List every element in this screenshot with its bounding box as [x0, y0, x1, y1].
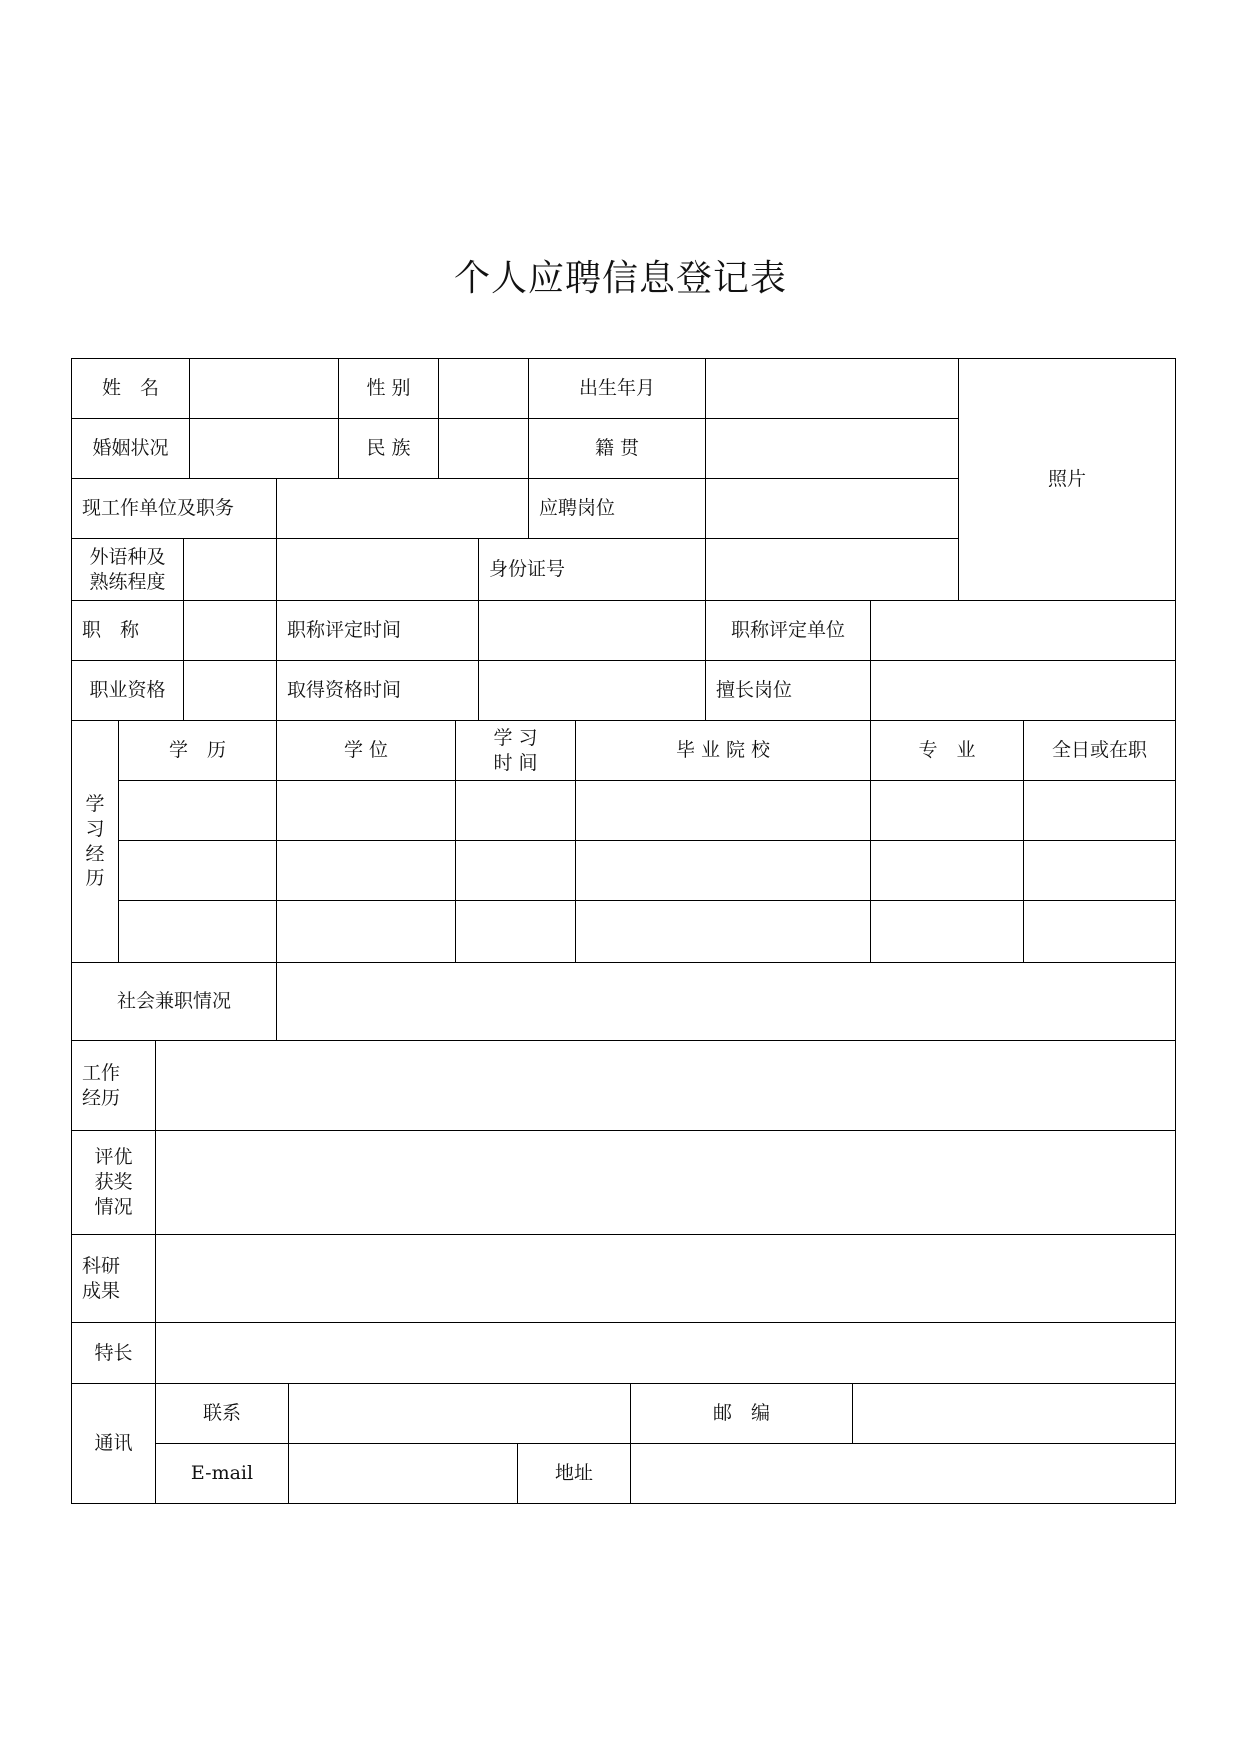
- name-label: 姓 名: [71, 358, 190, 419]
- work-history-label-line-2: 经历: [82, 1086, 121, 1109]
- specialty-post-label: 擅长岗位: [705, 660, 871, 721]
- research-field[interactable]: [155, 1234, 1176, 1323]
- study-history-char-1: 学: [85, 793, 105, 816]
- edu-row-2-degree[interactable]: [276, 840, 456, 901]
- edu-row-1-time[interactable]: [455, 780, 576, 841]
- native-place-label: 籍 贯: [528, 418, 706, 479]
- marital-field[interactable]: [189, 418, 339, 479]
- study-history-char-2: 习: [85, 817, 105, 840]
- page-title: 个人应聘信息登记表: [453, 258, 787, 299]
- edu-row-2-fulltime[interactable]: [1023, 840, 1176, 901]
- foreign-level-field[interactable]: [276, 538, 479, 601]
- contact-label: 通讯: [71, 1383, 156, 1504]
- edu-row-3-degree[interactable]: [276, 900, 456, 963]
- edu-row-2-major[interactable]: [870, 840, 1024, 901]
- awards-field[interactable]: [155, 1130, 1176, 1235]
- title-eval-time-field[interactable]: [478, 600, 706, 661]
- edu-row-3-education[interactable]: [118, 900, 277, 963]
- native-place-field[interactable]: [705, 418, 959, 479]
- awards-label-line-3: 情况: [94, 1195, 133, 1218]
- title-eval-time-label: 职称评定时间: [276, 600, 479, 661]
- id-number-field[interactable]: [705, 538, 959, 601]
- title-rank-label: 职 称: [71, 600, 184, 661]
- qualification-label: 职业资格: [71, 660, 184, 721]
- title-rank-field[interactable]: [183, 600, 277, 661]
- study-history-label: [71, 720, 119, 963]
- applied-position-field[interactable]: [705, 478, 959, 539]
- edu-row-3-school[interactable]: [575, 900, 871, 963]
- awards-label-line-2: 获奖: [94, 1171, 133, 1194]
- id-number-label: 身份证号: [478, 538, 706, 601]
- edu-row-1-fulltime[interactable]: [1023, 780, 1176, 841]
- research-label-line-2: 成果: [82, 1279, 121, 1302]
- gender-label: 性 别: [338, 358, 439, 419]
- social-parttime-field[interactable]: [276, 962, 1176, 1041]
- postcode-field[interactable]: [852, 1383, 1176, 1444]
- edu-row-2-education[interactable]: [118, 840, 277, 901]
- address-label: 地址: [517, 1443, 631, 1504]
- qual-time-field[interactable]: [478, 660, 706, 721]
- name-field[interactable]: [189, 358, 339, 419]
- edu-row-2-time[interactable]: [455, 840, 576, 901]
- qual-time-label: 取得资格时间: [276, 660, 479, 721]
- edu-header-study-time-line-1: 学 习: [493, 726, 538, 749]
- current-unit-label: 现工作单位及职务: [71, 478, 277, 539]
- applied-position-label: 应聘岗位: [528, 478, 706, 539]
- foreign-language-label: [71, 538, 184, 601]
- birth-field[interactable]: [705, 358, 959, 419]
- current-unit-field[interactable]: [276, 478, 529, 539]
- postcode-label: 邮 编: [630, 1383, 853, 1444]
- edu-header-study-time: [455, 720, 576, 781]
- study-history-char-4: 历: [85, 867, 105, 890]
- email-label: E-mail: [155, 1443, 289, 1504]
- ethnicity-field[interactable]: [438, 418, 529, 479]
- foreign-language-label-line-1: 外语种及: [89, 545, 166, 568]
- email-field[interactable]: [288, 1443, 518, 1504]
- gender-field[interactable]: [438, 358, 529, 419]
- contact-phone-label: 联系: [155, 1383, 289, 1444]
- contact-phone-field[interactable]: [288, 1383, 631, 1444]
- research-label-line-1: 科研: [82, 1254, 121, 1277]
- specialty-label: 特长: [71, 1322, 156, 1384]
- edu-header-education: 学 历: [118, 720, 277, 781]
- edu-row-3-time[interactable]: [455, 900, 576, 963]
- edu-header-degree: 学 位: [276, 720, 456, 781]
- marital-label: 婚姻状况: [71, 418, 190, 479]
- social-parttime-label: 社会兼职情况: [71, 962, 277, 1041]
- awards-label: [71, 1130, 156, 1235]
- birth-label: 出生年月: [528, 358, 706, 419]
- photo-box[interactable]: 照片: [958, 358, 1176, 601]
- edu-header-study-time-line-2: 时 间: [493, 751, 538, 774]
- foreign-language-field[interactable]: [183, 538, 277, 601]
- work-history-label-line-1: 工作: [82, 1061, 121, 1084]
- ethnicity-label: 民 族: [338, 418, 439, 479]
- address-field[interactable]: [630, 1443, 1176, 1504]
- work-history-label: [71, 1040, 156, 1131]
- awards-label-line-1: 评优: [94, 1146, 133, 1169]
- specialty-field[interactable]: [155, 1322, 1176, 1384]
- qualification-field[interactable]: [183, 660, 277, 721]
- edu-row-1-degree[interactable]: [276, 780, 456, 841]
- research-label: [71, 1234, 156, 1323]
- specialty-post-field[interactable]: [870, 660, 1176, 721]
- edu-row-1-education[interactable]: [118, 780, 277, 841]
- edu-header-fulltime: 全日或在职: [1023, 720, 1176, 781]
- edu-row-3-fulltime[interactable]: [1023, 900, 1176, 963]
- edu-row-1-major[interactable]: [870, 780, 1024, 841]
- study-history-char-3: 经: [85, 842, 105, 865]
- edu-row-1-school[interactable]: [575, 780, 871, 841]
- edu-row-3-major[interactable]: [870, 900, 1024, 963]
- work-history-field[interactable]: [155, 1040, 1176, 1131]
- foreign-language-label-line-2: 熟练程度: [89, 570, 166, 593]
- edu-header-school: 毕 业 院 校: [575, 720, 871, 781]
- edu-header-major: 专 业: [870, 720, 1024, 781]
- edu-row-2-school[interactable]: [575, 840, 871, 901]
- title-eval-unit-label: 职称评定单位: [705, 600, 871, 661]
- title-eval-unit-field[interactable]: [870, 600, 1176, 661]
